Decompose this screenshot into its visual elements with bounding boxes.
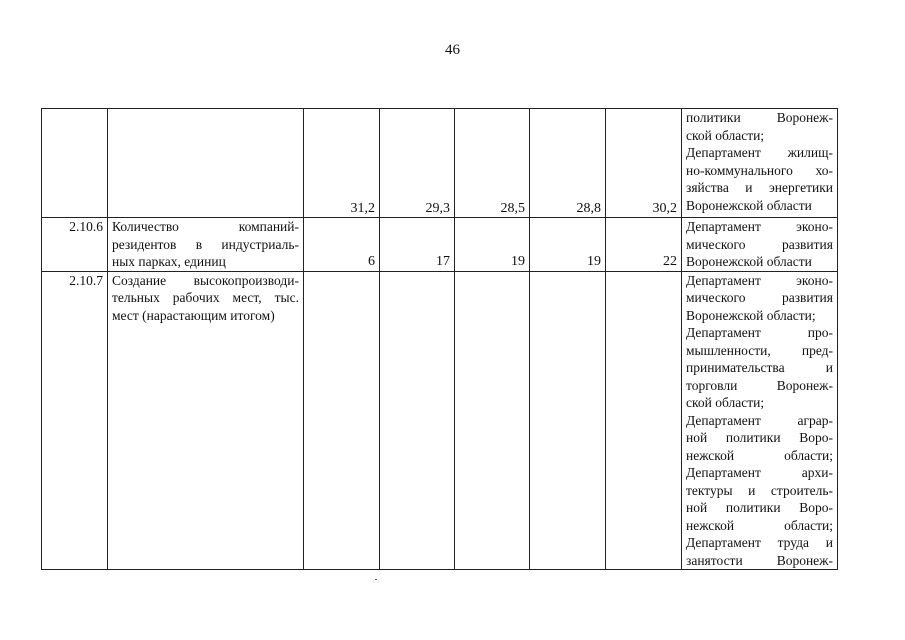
responsible-line: ской области; xyxy=(686,395,765,410)
responsible-line: Воронежской области xyxy=(686,254,812,269)
scan-speck xyxy=(375,579,377,580)
responsible-line: тектуры и строитель- xyxy=(686,482,833,498)
page-number: 46 xyxy=(445,42,460,58)
responsible-line: занятости Воронеж- xyxy=(686,552,833,568)
row-name xyxy=(108,271,304,570)
responsible-line: мического развития xyxy=(686,290,833,305)
name-line: резидентов в индустриаль- xyxy=(112,236,299,252)
table-row xyxy=(42,218,838,272)
responsible-line: зяйства и энергетики xyxy=(686,180,833,195)
value-cell xyxy=(530,109,606,218)
responsible-line: нежской области; xyxy=(686,517,833,533)
responsible-line: мышленности, пред- xyxy=(686,342,833,358)
responsible-cell xyxy=(682,271,838,570)
value-cell xyxy=(380,109,455,218)
value-cell xyxy=(455,218,530,272)
value-cell xyxy=(530,218,606,272)
responsible-line: Департамент про- xyxy=(686,325,833,340)
responsible-line: но-коммунального хо- xyxy=(686,162,833,178)
value-text: 17 xyxy=(436,254,450,269)
responsible-line: ской области; xyxy=(686,127,765,143)
name-line: мест (нарастающим итогом) xyxy=(112,307,275,323)
responsible-line: торговли Воронеж- xyxy=(686,377,833,393)
row-code: 2.10.6 xyxy=(42,218,108,272)
responsible-line: Департамент эконо- xyxy=(686,219,833,234)
value-text: 6 xyxy=(368,254,375,269)
name-line: Количество компаний- xyxy=(112,219,299,234)
row-code xyxy=(42,109,108,218)
indicators-table xyxy=(41,108,838,570)
responsible-line: ной политики Воро- xyxy=(686,500,833,515)
name-line: тельных рабочих мест, тыс. xyxy=(112,290,299,305)
responsible-line: принимательства и xyxy=(686,360,833,375)
value-text: 22 xyxy=(663,254,677,269)
name-line: Создание высокопроизводи- xyxy=(112,272,299,288)
value-cell xyxy=(304,218,380,272)
value-text: 31,2 xyxy=(350,200,375,216)
responsible-line: Департамент жилищ- xyxy=(686,145,833,160)
row-name xyxy=(108,109,304,218)
value-cell xyxy=(304,109,380,218)
value-cell xyxy=(380,271,455,570)
table-row xyxy=(42,109,838,218)
responsible-line: Департамент архи- xyxy=(686,465,833,480)
value-cell xyxy=(606,218,682,272)
responsible-line: Воронежской области xyxy=(686,197,812,213)
responsible-line: политики Воронеж- xyxy=(686,110,833,125)
value-text: 28,8 xyxy=(576,200,601,216)
responsible-line: Департамент эконо- xyxy=(686,272,833,288)
value-cell xyxy=(455,109,530,218)
responsible-line: Департамент труда и xyxy=(686,535,833,550)
value-cell xyxy=(530,271,606,570)
responsible-line: мического развития xyxy=(686,236,833,252)
table-row xyxy=(42,271,838,570)
row-name xyxy=(108,218,304,272)
value-cell xyxy=(455,271,530,570)
value-cell xyxy=(606,109,682,218)
responsible-line: ной политики Воро- xyxy=(686,430,833,445)
responsible-cell xyxy=(682,109,838,218)
responsible-line: Воронежской области; xyxy=(686,307,816,323)
value-cell xyxy=(304,271,380,570)
name-line: ных парках, единиц xyxy=(112,254,226,269)
value-text: 30,2 xyxy=(652,200,677,216)
value-cell xyxy=(380,218,455,272)
responsible-line: нежской области; xyxy=(686,447,833,463)
value-cell xyxy=(606,271,682,570)
value-text: 19 xyxy=(587,254,601,269)
responsible-line: Департамент аграр- xyxy=(686,412,833,428)
row-code: 2.10.7 xyxy=(42,271,108,570)
value-text: 19 xyxy=(511,254,525,269)
responsible-cell xyxy=(682,218,838,272)
value-text: 29,3 xyxy=(425,200,450,216)
value-text: 28,5 xyxy=(500,200,525,216)
